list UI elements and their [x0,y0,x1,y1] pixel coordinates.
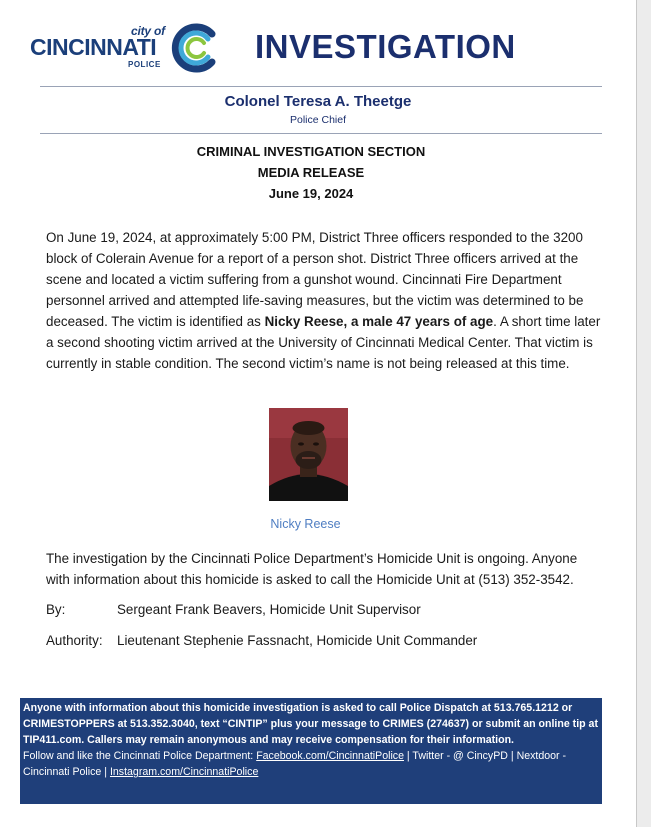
chief-name: Colonel Teresa A. Theetge [224,93,412,110]
portrait-image [269,408,348,501]
logo-city-text: city of [131,24,165,38]
authority-value: Lieutenant Stephenie Fassnacht, Homicide Unit Commander [117,633,478,648]
photo-caption: Nicky Reese [270,517,341,531]
logo-dept-text: POLICE [128,60,161,69]
header-divider [40,86,602,87]
logo-name-text: CINCINNATI [30,34,157,60]
victim-photo [269,408,348,501]
tip-instructions: Anyone with information about this homicide investigation is asked to call Police Dispatch at 513.765.1212 or CRIMESTOPPERS at 513.352.3040, text “CINTIP” plus your message to CRIMES (274637) or submit an online tip at TIP411.com. Callers may remain anonymous and may receive compensation for their information. [23,702,598,746]
instagram-link[interactable]: Instagram.com/CincinnatiPolice [109,766,259,778]
victim-identification: Nicky Reese, a male 47 years of age [264,314,494,329]
by-value: Sergeant Frank Beavers, Homicide Unit Supervisor [117,602,421,617]
twitter-nextdoor-text: | Twitter - @ CincyPD | Nextdoor - Cincinnati Police | [23,750,567,778]
release-date: June 19, 2024 [268,186,354,201]
facebook-link[interactable]: Facebook.com/CincinnatiPolice [256,750,404,762]
incident-text-end: . A short time later a second shooting victim arrived at the University of Cincinnati Medical Center. That victim is currently in stable condition. The second victim’s name is not being released at this time. [46,314,601,371]
follow-text: Follow and like the Cincinnati Police Department: [23,750,257,762]
chief-divider [40,133,602,134]
by-label: By: [46,602,66,617]
chief-title: Police Chief [289,114,347,126]
incident-text-start: On June 19, 2024, at approximately 5:00 PM, District Three officers responded to the 3200 block of Colerain Avenue for a report of a person shot. District Three officers arrived at the scene and located a victim suffering from a gunshot wound. Cincinnati Fire Department personnel arrived and attempted life-saving measures, but the victim was determined to be deceased. The victim is identified as [46,230,584,329]
release-type: MEDIA RELEASE [257,165,365,180]
social-links [23,748,599,780]
page-title: INVESTIGATION [255,28,516,65]
investigation-paragraph: The investigation by the Cincinnati Police Department’s Homicide Unit is ongoing. Anyone with information about this homicide is asked to call the Homicide Unit at (513) 352-3542. [46,551,578,587]
section-heading: CRIMINAL INVESTIGATION SECTION [196,144,426,159]
cincinnati-police-logo [30,22,220,74]
viewer-gutter [637,0,651,827]
incident-paragraph [46,227,602,374]
logo-c-mark-icon [168,22,220,74]
tip-footer-box [20,698,602,804]
authority-label: Authority: [46,633,103,648]
